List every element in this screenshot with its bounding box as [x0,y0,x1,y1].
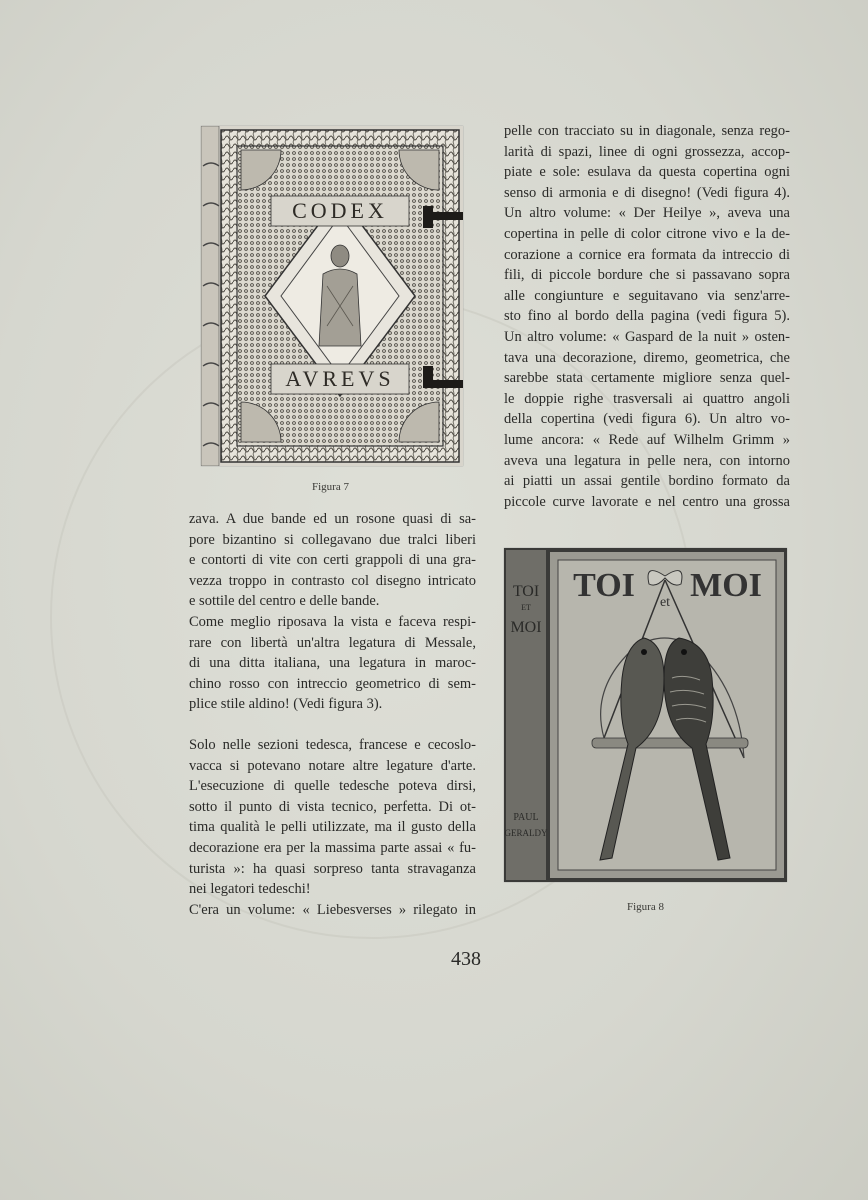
text-line: piccole curve lavorate e nel centro una grossa [504,493,790,510]
text-line: fili, di piccole bordure che si passavano sopra [504,267,790,284]
page-number: 438 [451,948,481,970]
text-line: turista »: ha quasi sorpreso tanta stravaganza [189,860,476,877]
text-line: sotto il punto di vista tecnico, perfetta. Di ot- [189,798,476,815]
figure-7-caption: Figura 7 [312,481,349,493]
text-line: copertina in pelle di color citrone vivo e la de- [504,225,790,242]
text-line: tima qualità le pelli utilizzate, ma il gusto della [189,819,476,836]
figure-7-text-bottom: AVREVS [285,366,395,391]
text-line: C'era un volume: « Liebesverses » rilegato in [189,901,476,918]
figure-7-text-top: CODEX [292,198,388,223]
text-line: corazione a cornice era formata da intreccio di [504,246,790,263]
text-line: di una ditta italiana, una legatura in maroc- [189,655,476,672]
text-line: Un altro volume: « Gaspard de la nuit » osten- [504,328,790,345]
text-line: vacca si potevano notare altre legature d'arte. [189,757,476,774]
figure-8-spine-title-3: MOI [510,619,542,636]
text-line: lume ancora: « Rede auf Wilhelm Grimm » [504,431,790,448]
figure-8-spine-title-1: TOI [512,583,540,600]
left-text-column-top [189,509,476,715]
text-line: rare con libertà un'altra legatura di Messale, [189,634,476,651]
text-line: L'esecuzione di quelle tedesche poteva dirsi, [189,778,476,795]
text-line: e sottile del centro e delle bande. [189,593,380,610]
text-line: ai piatti un assai gentile bordino formato da [504,473,790,490]
text-line: Un altro volume: « Der Heilye », aveva una [504,205,790,222]
figure-8-spine-author-1: PAUL [513,812,539,823]
figure-8-caption: Figura 8 [627,901,664,913]
figure-8-spine-author-2: GERALDY [504,828,548,838]
text-line: tava una decorazione, diremo, geometrica, che [504,349,790,366]
text-line: pore bizantino si collegavano due tralci liberi [189,531,476,548]
right-text-column [504,121,790,512]
text-line: plice stile aldino! (Vedi figura 3). [189,696,383,713]
text-line: della copertina (vedi figura 6). Un altro vo- [504,411,790,428]
text-line: Solo nelle sezioni tedesca, francese e cecoslo- [189,737,476,753]
figure-8-spine-title-2: ET [521,603,531,612]
text-line: sarebbe stata certamente migliore senza quel- [504,370,790,387]
text-line: vezza troppo in contrasto col disegno intricato [189,572,476,589]
text-line: piate e sole: esulava da questa copertina ogni [504,164,790,181]
figure-8-title-et: et [659,595,671,610]
text-line: alle congiunture e seguitavano via senz'arre- [504,287,790,304]
left-text-column-bottom [189,735,476,920]
text-line: decorazione era per la massima parte assai « fu- [189,839,476,856]
figure-8-title-left: TOI [573,567,635,604]
text-line: zava. A due bande ed un rosone quasi di sa- [189,511,476,527]
figure-7-image [201,126,463,466]
text-line: aveva una legatura in pelle nera, con intorno [504,452,790,469]
text-line: senso di armonia e di disegno! (Vedi figura 4). [504,184,790,201]
text-line: pelle con tracciato su in diagonale, senza rego- [504,123,790,139]
text-line: nei legatori tedeschi! [189,881,311,898]
text-line: larità di spazi, linee di ogni grossezza, accop- [504,143,790,160]
text-line: Come meglio riposava la vista e faceva respi- [189,613,476,630]
figure-8-image [504,548,787,882]
text-line: le doppie righe trasversali ai quattro angoli [504,390,790,407]
figure-8-title-right: MOI [690,567,762,604]
text-line: chino rosso con intreccio geometrico di sem- [189,675,476,692]
text-line: e contorti di vite con certi grappoli di una gra- [189,552,476,569]
text-line: sto fino al bordo della pagina (vedi figura 5). [504,308,790,325]
